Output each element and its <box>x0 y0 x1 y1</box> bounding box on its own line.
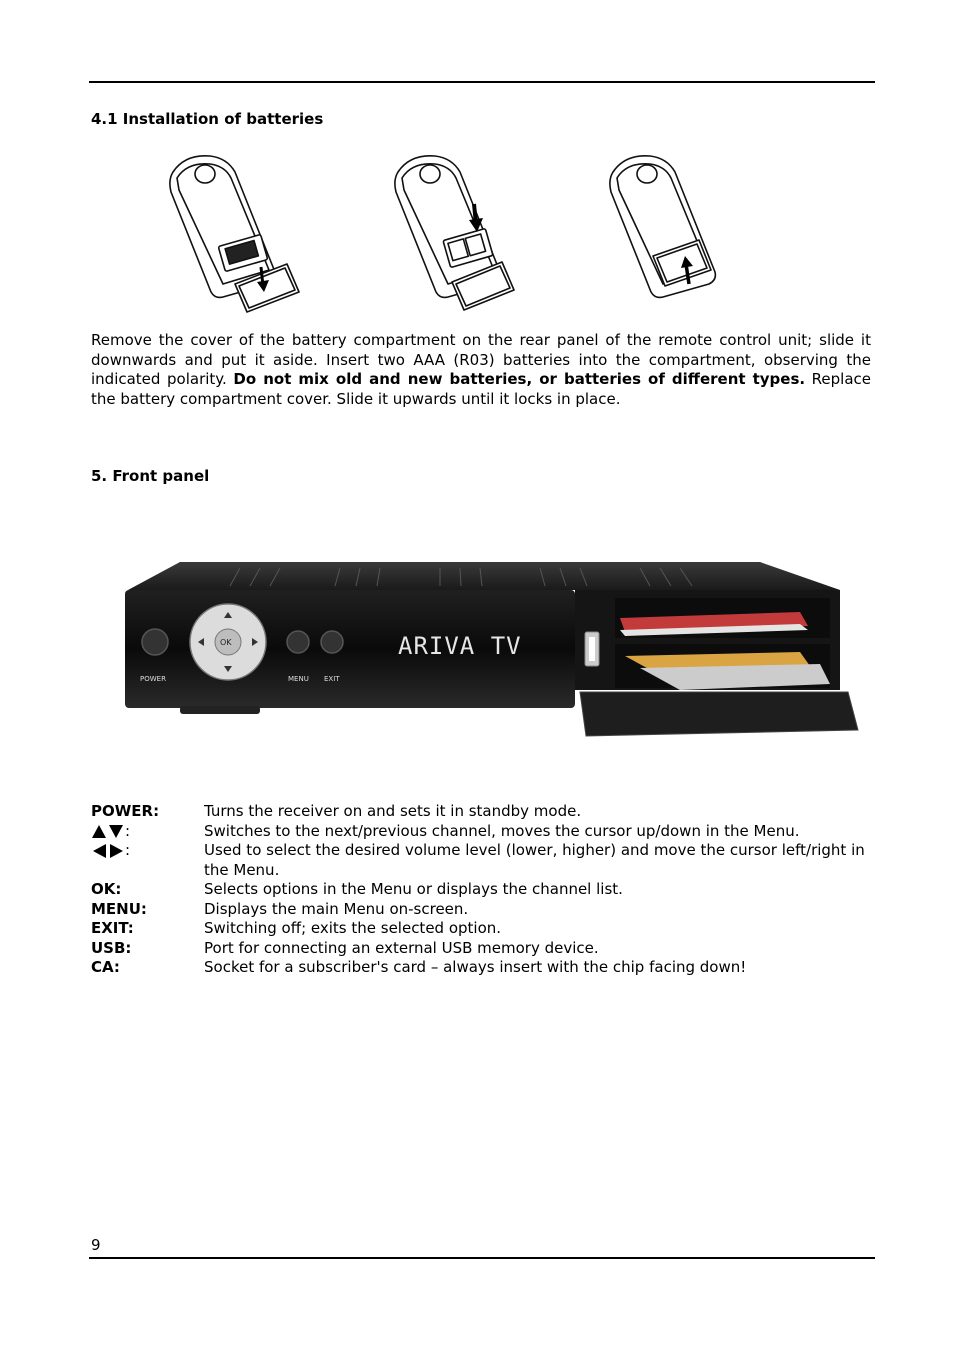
key-term-exit: EXIT: <box>91 919 134 937</box>
key-term-up-down <box>91 822 204 842</box>
key-row-ca <box>91 958 871 978</box>
key-term-power: POWER: <box>91 802 160 820</box>
key-term-usb: USB: <box>91 938 132 957</box>
key-row-menu <box>91 900 871 920</box>
key-row-usb <box>91 939 871 959</box>
footer-rule <box>89 1257 875 1259</box>
key-desc-ca: Socket for a subscriber's card – always insert with the chip facing down! <box>204 958 747 976</box>
remote-illustration-step-3 <box>605 152 745 317</box>
section-heading-batteries: 4.1 Installation of batteries <box>91 110 324 128</box>
header-rule <box>89 81 875 83</box>
battery-text-part-2: Replace the battery compartment cover. Slide it upwards until it locks in place. <box>91 370 872 408</box>
battery-text-part-1: Remove the cover of the battery compartment on the rear panel of the remote control unit; slide it downwards and put it aside. Insert two AAA (R03) batteries into the compartment, observing the indicated polarity. <box>91 331 871 388</box>
key-desc-ok: Selects options in the Menu or displays the channel list. <box>204 880 623 898</box>
battery-warning: Do not mix old and new batteries, or batteries of different types. <box>233 370 806 388</box>
key-term-ok: OK: <box>91 880 122 898</box>
front-display-text: ARIVA TV <box>398 632 522 660</box>
page-number: 9 <box>91 1236 101 1254</box>
key-desc-left-right: Used to select the desired volume level (lower, higher) and move the cursor left/right in the Menu. <box>204 841 865 879</box>
key-term-ca: CA: <box>91 958 120 976</box>
key-desc-menu: Displays the main Menu on-screen. <box>204 899 469 918</box>
key-row-exit <box>91 919 871 939</box>
remote-illustration-step-1 <box>165 152 305 317</box>
remote-illustration-step-2 <box>390 152 530 317</box>
battery-instructions <box>91 331 871 409</box>
key-row-up-down <box>91 822 871 842</box>
key-desc-power: Turns the receiver on and sets it in standby mode. <box>204 802 582 820</box>
key-desc-usb: Port for connecting an external USB memory device. <box>204 938 599 957</box>
up-down-arrows-icon <box>91 823 125 839</box>
power-button-label: POWER <box>140 675 166 683</box>
key-term-menu: MENU: <box>91 899 147 918</box>
key-row-power <box>91 802 871 822</box>
front-panel-key-list <box>91 802 871 978</box>
menu-button-label: MENU <box>288 675 309 683</box>
exit-button-label: EXIT <box>324 675 340 683</box>
key-term-up-down-colon: : <box>125 821 131 840</box>
key-row-left-right <box>91 841 871 880</box>
section-heading-front-panel: 5. Front panel <box>91 467 210 485</box>
key-desc-up-down: Switches to the next/previous channel, moves the cursor up/down in the Menu. <box>204 821 800 840</box>
receiver-front-panel-photo <box>120 560 865 745</box>
key-term-left-right-colon: : <box>125 841 131 859</box>
ok-button-label: OK <box>220 638 232 647</box>
key-row-ok <box>91 880 871 900</box>
left-right-arrows-icon <box>91 843 125 859</box>
key-desc-exit: Switching off; exits the selected option. <box>204 919 502 937</box>
key-term-left-right <box>91 841 204 880</box>
